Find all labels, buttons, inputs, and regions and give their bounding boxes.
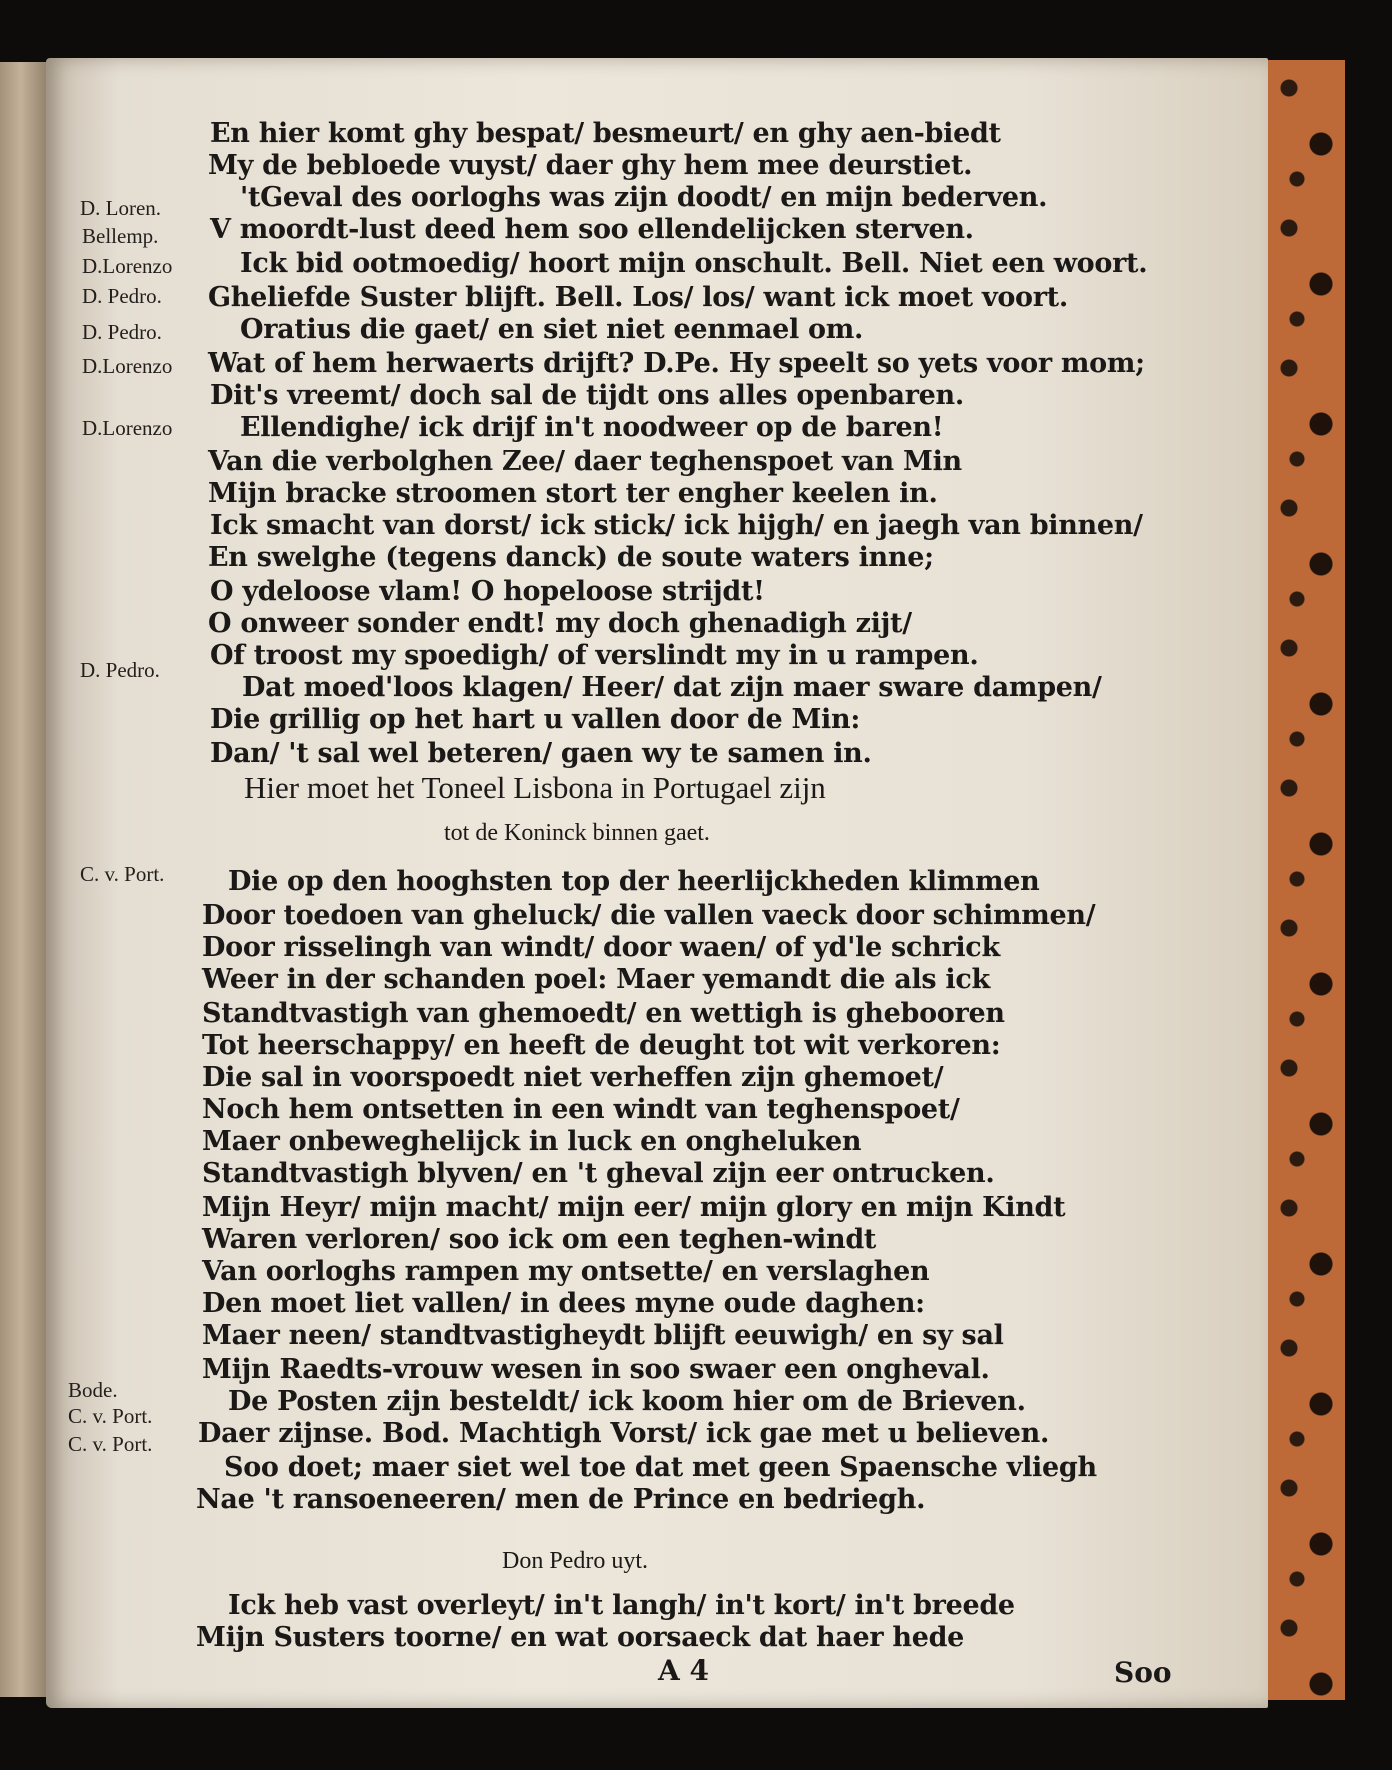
speaker-label: C. v. Port.	[80, 862, 165, 886]
verse-line: Ick bid ootmoedig/ hoort mijn onschult. Bell. Niet een woort.	[240, 248, 1148, 279]
verse-line: Die op den hooghsten top der heerlijckheden klimmen	[228, 866, 1040, 897]
speaker-label: Bellemp.	[82, 224, 159, 248]
verse-line: My de bebloede vuyst/ daer ghy hem mee deurstiet.	[208, 150, 973, 181]
verse-line: En swelghe (tegens danck) de soute waters inne;	[208, 542, 934, 573]
speaker-label: Bode.	[68, 1378, 118, 1402]
verse-line: Weer in der schanden poel: Maer yemandt die als ick	[202, 964, 990, 995]
catchword: Soo	[1114, 1656, 1172, 1689]
verse-line: Dit's vreemt/ doch sal de tijdt ons alles openbaren.	[210, 380, 964, 411]
stage-direction-line-2: tot de Koninck binnen gaet.	[444, 820, 710, 846]
verse-line: O onweer sonder endt! my doch ghenadigh zijt/	[208, 608, 912, 639]
marbled-cover-edge	[1262, 60, 1345, 1700]
verse-line: Standtvastigh van ghemoedt/ en wettigh is ghebooren	[202, 998, 1005, 1029]
signature-mark: A 4	[658, 1654, 709, 1687]
verse-line: V moordt-lust deed hem soo ellendelijcken sterven.	[210, 214, 974, 245]
speaker-label: D. Pedro.	[80, 658, 160, 682]
speaker-label: C. v. Port.	[68, 1432, 153, 1456]
verse-line: Mijn Heyr/ mijn macht/ mijn eer/ mijn glory en mijn Kindt	[202, 1192, 1066, 1223]
verse-line: Wat of hem herwaerts drijft? D.Pe. Hy speelt so yets voor mom;	[208, 348, 1145, 379]
exit-note: Don Pedro uyt.	[502, 1548, 648, 1574]
verse-line: Mijn Raedts-vrouw wesen in soo swaer een ongheval.	[202, 1354, 990, 1385]
speaker-label: D.Lorenzo	[82, 416, 173, 440]
verse-line: Door risselingh van windt/ door waen/ of yd'le schrick	[202, 932, 1000, 963]
verse-line: Door toedoen van gheluck/ die vallen vaeck door schimmen/	[202, 900, 1096, 931]
verse-line: Tot heerschappy/ en heeft de deught tot wit verkoren:	[202, 1030, 1001, 1061]
verse-line: Maer neen/ standtvastigheydt blijft eeuwigh/ en sy sal	[202, 1320, 1004, 1351]
verse-line: Dan/ 't sal wel beteren/ gaen wy te samen in.	[210, 738, 872, 769]
verse-line: Die sal in voorspoedt niet verheffen zijn ghemoet/	[202, 1062, 944, 1093]
speaker-label: D.Lorenzo	[82, 354, 173, 378]
book-page	[46, 58, 1268, 1708]
speaker-label: D.Lorenzo	[82, 254, 173, 278]
verse-line: De Posten zijn besteldt/ ick koom hier om de Brieven.	[228, 1386, 1026, 1417]
speaker-label: D. Pedro.	[82, 284, 162, 308]
verse-line: Oratius die gaet/ en siet niet eenmael om.	[240, 314, 864, 345]
verse-line: Mijn bracke stroomen stort ter engher keelen in.	[208, 478, 938, 509]
verse-line: Standtvastigh blyven/ en 't gheval zijn eer ontrucken.	[202, 1158, 995, 1189]
verse-line: Gheliefde Suster blijft. Bell. Los/ los/ want ick moet voort.	[208, 282, 1068, 313]
verse-line: Waren verloren/ soo ick om een teghen-windt	[202, 1224, 877, 1255]
verse-line: Van oorloghs rampen my ontsette/ en verslaghen	[202, 1256, 930, 1287]
verse-line: Mijn Susters toorne/ en wat oorsaeck dat haer hede	[196, 1622, 965, 1653]
verse-line: Den moet liet vallen/ in dees myne oude daghen:	[202, 1288, 925, 1319]
speaker-label: D. Loren.	[80, 196, 162, 220]
verse-line: 'tGeval des oorloghs was zijn doodt/ en mijn bederven.	[240, 182, 1048, 213]
verse-line: Ick heb vast overleyt/ in't langh/ in't kort/ in't breede	[228, 1590, 1015, 1621]
verse-line: O ydeloose vlam! O hopeloose strijdt!	[210, 576, 765, 607]
verse-line: Of troost my spoedigh/ of verslindt my in u rampen.	[210, 640, 979, 671]
verse-line: Dat moed'loos klagen/ Heer/ dat zijn maer sware dampen/	[242, 672, 1102, 703]
verse-line: Van die verbolghen Zee/ daer teghenspoet van Min	[208, 446, 962, 477]
verse-line: En hier komt ghy bespat/ besmeurt/ en ghy aen-biedt	[210, 118, 1001, 149]
verse-line: Noch hem ontsetten in een windt van teghenspoet/	[202, 1094, 960, 1125]
verse-line: Ick smacht van dorst/ ick stick/ ick hijgh/ en jaegh van binnen/	[210, 510, 1143, 541]
stage-direction-line-1: Hier moet het Toneel Lisbona in Portugael zijn	[244, 770, 826, 805]
verse-line: Ellendighe/ ick drijf in't noodweer op de baren!	[240, 412, 944, 443]
verse-line: Nae 't ransoeneeren/ men de Prince en bedriegh.	[196, 1484, 926, 1515]
speaker-label: C. v. Port.	[68, 1404, 153, 1428]
verse-line: Soo doet; maer siet wel toe dat met geen Spaensche vliegh	[224, 1452, 1097, 1483]
speaker-label: D. Pedro.	[82, 320, 162, 344]
verse-line: Die grillig op het hart u vallen door de Min:	[210, 704, 861, 735]
verse-line: Maer onbeweghelijck in luck en ongheluken	[202, 1126, 862, 1157]
left-page-edge	[0, 62, 52, 1697]
verse-line: Daer zijnse. Bod. Machtigh Vorst/ ick gae met u believen.	[198, 1418, 1050, 1449]
